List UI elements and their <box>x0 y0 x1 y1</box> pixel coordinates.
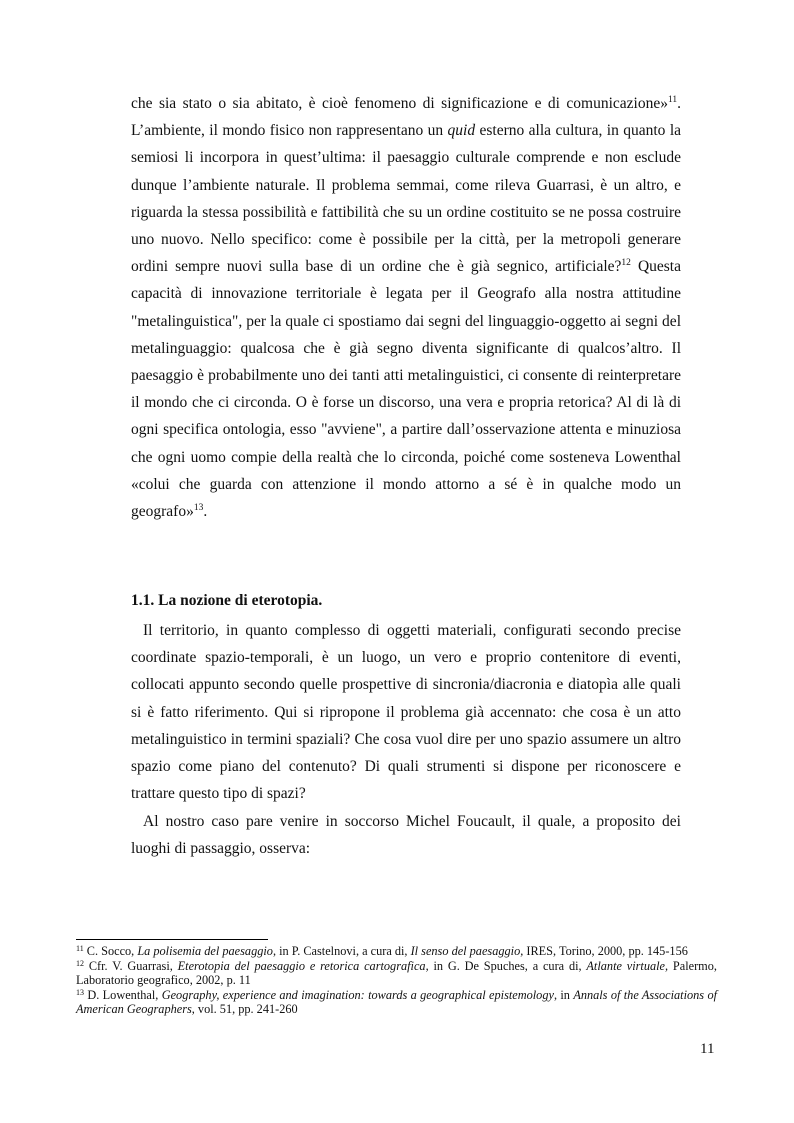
footnote-text: D. Lowenthal, <box>84 987 162 1002</box>
footnote-ref-12[interactable]: 12 <box>621 258 631 269</box>
footnotes <box>76 944 717 1017</box>
footnote-13 <box>76 988 717 1017</box>
paragraph-1-text-c: esterno alla cultura, in quanto la semiosi li incorpora in quest’ultima: il paesaggio culturale comprende e non esclude dunque l’ambiente naturale. Il problema semmai, come rileva Guarrasi, è un altro, e riguarda la stessa possibilità e fattibilità che su un ordine costituito se ne possa costruire uno nuovo. Nello specifico: come è possibile per la città, per la metropoli generare ordini sempre nuovi sulla base di un ordine che è già segnico, artificiale? <box>131 122 681 276</box>
footnote-text: , in <box>553 987 574 1002</box>
footnote-title: Il senso del paesaggio, <box>410 944 524 958</box>
quid-emphasis: quid <box>447 122 476 140</box>
footnote-ref-11[interactable]: 11 <box>667 95 678 105</box>
paragraph-1-text-e: . <box>203 503 208 521</box>
footnote-12 <box>76 959 717 988</box>
footnote-title: La polisemia del paesaggio <box>137 944 273 958</box>
footnote-text: , in P. Castelnovi, a cura di, <box>272 944 411 958</box>
footnote-title: Annals of the Associations of American Geographers <box>76 987 718 1016</box>
footnote-mark: 11 <box>76 944 84 953</box>
paragraph-1-text-a: che sia stato o sia abitato, è cioè fenomeno di significazione e di comunicazione» <box>131 95 668 112</box>
footnote-text: Cfr. V. Guarrasi, <box>84 958 178 973</box>
footnote-divider <box>76 939 268 940</box>
footnote-title: Eterotopia del paesaggio e retorica cartografica, <box>177 958 429 973</box>
body-paragraph-2: Il territorio, in quanto complesso di oggetti materiali, configurati secondo precise coordinate spazio-temporali, è un luogo, un vero e proprio contenitore di eventi, collocati appunto secondo quelle prospettive di sincronia/diacronia e diatopìa alle quali si è fatto riferimento. Qui si ripropone il problema già accennato: che cosa è un atto metalinguistico in termini spaziali? Che cosa vuol dire per uno spazio assumere un altro spazio come piano del contenuto? Di quali strumenti si dispone per riconoscere e trattare questo tipo di spazi? <box>131 622 681 803</box>
footnote-text: Palermo, Laboratorio geografico, 2002, p. 11 <box>76 958 717 987</box>
footnote-mark: 13 <box>76 987 84 997</box>
footnote-11 <box>76 944 717 959</box>
paragraph-1-text-b: . L’ambiente, il mondo fisico non rappresentano un <box>131 95 681 140</box>
footnote-ref-13[interactable]: 13 <box>193 503 204 514</box>
footnote-text: , vol. 51, pp. 241-260 <box>191 1002 298 1016</box>
page-number: 11 <box>700 1041 715 1057</box>
footnote-text: C. Socco, <box>83 944 138 958</box>
footnote-text: in G. De Spuches, a cura di, <box>428 958 587 973</box>
section-heading: 1.1. La nozione di eterotopia. <box>131 592 323 609</box>
footnote-mark: 12 <box>76 958 84 968</box>
footnote-title: Geography, experience and imagination: towards a geographical epistemology <box>161 987 554 1002</box>
footnote-text: IRES, Torino, 2000, pp. 145-156 <box>523 944 688 958</box>
body-paragraph-1 <box>131 90 681 525</box>
footnote-title: Atlante virtuale, <box>586 958 669 973</box>
body-paragraph-3: Al nostro caso pare venire in soccorso Michel Foucault, il quale, a proposito dei luoghi di passaggio, osserva: <box>131 813 681 858</box>
paragraph-1-text-d: Questa capacità di innovazione territoriale è legata per il Geografo alla nostra attitudine "metalinguistica", per la quale ci spostiamo dai segni del linguaggio-oggetto ai segni del metalinguaggio: qualcosa che è già segno diventa significante di qualcos’altro. Il paesaggio è probabilmente uno dei tanti atti metalinguistici, ci consente di reinterpretare il mondo che ci circonda. O è forse un discorso, una vera e propria retorica? Al di là di ogni specifica ontologia, esso "avviene", a partire dall’osservazione attenta e minuziosa che ogni uomo compie della realtà che lo circonda, poiché come sosteneva Lowenthal «colui che guarda con attenzione il mondo attorno a sé è in qualche modo un geografo» <box>131 258 681 521</box>
